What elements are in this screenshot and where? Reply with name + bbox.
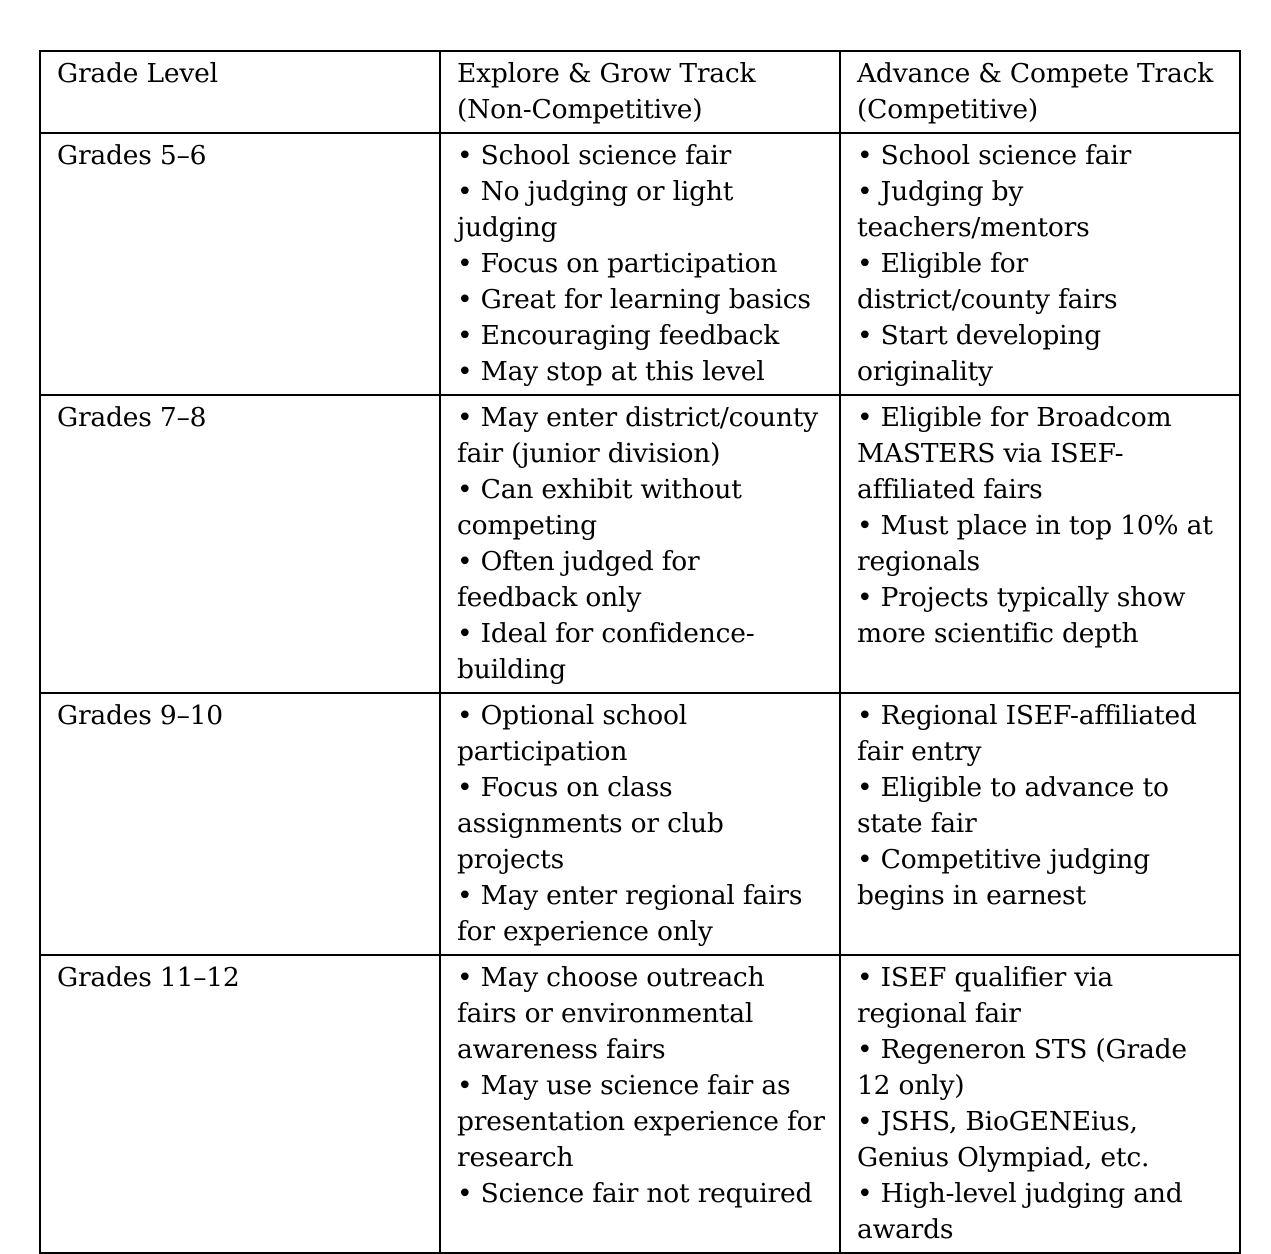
list-item: • May use science fair as presentation experience for research — [457, 1070, 825, 1173]
list-item: • May enter district/county fair (junior division) — [457, 402, 818, 469]
list-item: • Optional school participation — [457, 700, 688, 767]
list-item: • Must place in top 10% at regionals — [857, 510, 1213, 577]
advance-cell — [840, 955, 1240, 1253]
list-item: • Start developing originality — [857, 320, 1101, 387]
list-item: • JSHS, BioGENEius, Genius Olympiad, etc. — [857, 1106, 1150, 1173]
track-comparison-table — [39, 50, 1241, 1254]
table-row — [40, 133, 1240, 395]
table-row — [40, 395, 1240, 693]
list-item: • Ideal for confidence-building — [457, 618, 755, 685]
list-item: • Judging by teachers/mentors — [857, 176, 1090, 243]
list-item: • School science fair — [857, 140, 1132, 171]
explore-cell — [440, 395, 840, 693]
table-row — [40, 955, 1240, 1253]
explore-cell — [440, 133, 840, 395]
list-item: • Focus on participation — [457, 248, 778, 279]
list-item: • Science fair not required — [457, 1178, 813, 1209]
advance-cell — [840, 395, 1240, 693]
advance-cell — [840, 133, 1240, 395]
list-item: • Projects typically show more scientific depth — [857, 582, 1186, 649]
list-item: • May stop at this level — [457, 356, 765, 387]
list-item: • ISEF qualifier via regional fair — [857, 962, 1113, 1029]
list-item: • May choose outreach fairs or environmental awareness fairs — [457, 962, 765, 1065]
list-item: • Great for learning basics — [457, 284, 811, 315]
explore-cell — [440, 955, 840, 1253]
list-item: • Regeneron STS (Grade 12 only) — [857, 1034, 1187, 1101]
explore-cell — [440, 693, 840, 955]
list-item: • Eligible for Broadcom MASTERS via ISEF-affiliated fairs — [857, 402, 1172, 505]
header-advance-track: Advance & Compete Track (Competitive) — [840, 51, 1240, 133]
list-item: • High-level judging and awards — [857, 1178, 1183, 1245]
list-item: • School science fair — [457, 140, 732, 171]
grade-cell: Grades 11–12 — [40, 955, 440, 1253]
list-item: • Encouraging feedback — [457, 320, 780, 351]
list-item: • Often judged for feedback only — [457, 546, 700, 613]
header-row — [40, 51, 1240, 133]
advance-cell — [840, 693, 1240, 955]
grade-cell: Grades 5–6 — [40, 133, 440, 395]
list-item: • No judging or light judging — [457, 176, 734, 243]
header-grade-level: Grade Level — [40, 51, 440, 133]
grade-cell: Grades 9–10 — [40, 693, 440, 955]
list-item: • May enter regional fairs for experience only — [457, 880, 803, 947]
list-item: • Competitive judging begins in earnest — [857, 844, 1150, 911]
grade-cell: Grades 7–8 — [40, 395, 440, 693]
list-item: • Can exhibit without competing — [457, 474, 742, 541]
table-row — [40, 693, 1240, 955]
list-item: • Eligible to advance to state fair — [857, 772, 1169, 839]
header-explore-track: Explore & Grow Track (Non-Competitive) — [440, 51, 840, 133]
list-item: • Eligible for district/county fairs — [857, 248, 1118, 315]
list-item: • Regional ISEF-affiliated fair entry — [857, 700, 1197, 767]
list-item: • Focus on class assignments or club projects — [457, 772, 724, 875]
